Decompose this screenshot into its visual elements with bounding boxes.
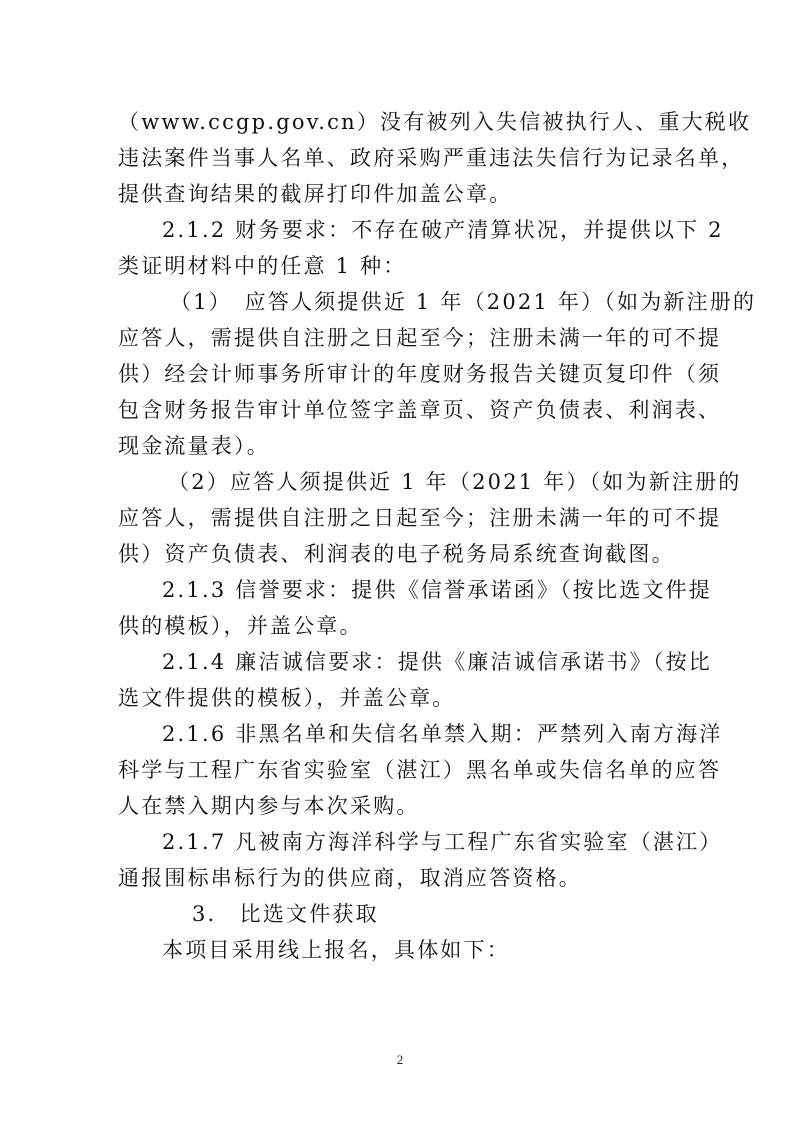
- section-heading-document-acquisition: [118, 896, 698, 932]
- text-line: （www.ccgp.gov.cn）没有被列入失信被执行人、重大税收: [118, 110, 752, 134]
- text-line: 包含财务报告审计单位签字盖章页、资产负债表、利润表、: [118, 398, 722, 422]
- text-line: 选文件提供的模板），并盖公章。: [118, 686, 456, 710]
- text-line: 供）资产负债表、利润表的电子税务局系统查询截图。: [118, 542, 675, 566]
- paragraph-blacklist-requirement: [118, 716, 723, 824]
- text-line: 类证明材料中的任意 1 种：: [118, 254, 407, 278]
- paragraph-item-1: [118, 284, 757, 464]
- text-line: （1） 应答人须提供近 1 年（2021 年）（如为新注册的: [170, 290, 757, 314]
- paragraph-item-2: [118, 464, 742, 572]
- text-line: 供）经会计师事务所审计的年度财务报告关键页复印件（须: [118, 362, 722, 386]
- text-line: 科学与工程广东省实验室（湛江）黑名单或失信名单的应答: [118, 758, 722, 782]
- text-line: （2）应答人须提供近 1 年（2021 年）（如为新注册的: [168, 470, 742, 494]
- text-line: 人在禁入期内参与本次采购。: [118, 794, 420, 818]
- page-number: 2: [396, 1052, 404, 1067]
- text-line: 2.1.3 信誉要求：提供《信誉承诺函》（按比选文件提: [162, 578, 713, 602]
- text-line: 应答人，需提供自注册之日起至今；注册未满一年的可不提: [118, 506, 722, 530]
- text-line: 提供查询结果的截屏打印件加盖公章。: [118, 182, 513, 206]
- text-line: 供的模板），并盖公章。: [118, 614, 363, 638]
- paragraph-financial-requirement: [118, 212, 724, 284]
- text-line: 应答人，需提供自注册之日起至今；注册未满一年的可不提: [118, 326, 722, 350]
- paragraph-integrity-requirement: [118, 644, 713, 716]
- paragraph-bid-rigging-clause: [118, 824, 723, 896]
- text-line: 本项目采用线上报名，具体如下：: [162, 938, 510, 962]
- text-line: 2.1.2 财务要求：不存在破产清算状况，并提供以下 2: [162, 218, 724, 242]
- text-line: 2.1.6 非黑名单和失信名单禁入期：严禁列入南方海洋: [162, 722, 723, 746]
- text-line: 2.1.4 廉洁诚信要求：提供《廉洁诚信承诺书》（按比: [162, 650, 713, 674]
- text-line: 违法案件当事人名单、政府采购严重违法失信行为记录名单，: [118, 146, 745, 170]
- paragraph-credit-check: [118, 104, 752, 212]
- text-line: 通报围标串标行为的供应商，取消应答资格。: [118, 866, 582, 890]
- paragraph-credibility-requirement: [118, 572, 713, 644]
- text-line: 现金流量表）。: [118, 434, 270, 458]
- text-line: 2.1.7 凡被南方海洋科学与工程广东省实验室（湛江）: [162, 830, 723, 854]
- paragraph-online-registration: [118, 932, 698, 968]
- text-line: 3. 比选文件获取: [192, 902, 379, 926]
